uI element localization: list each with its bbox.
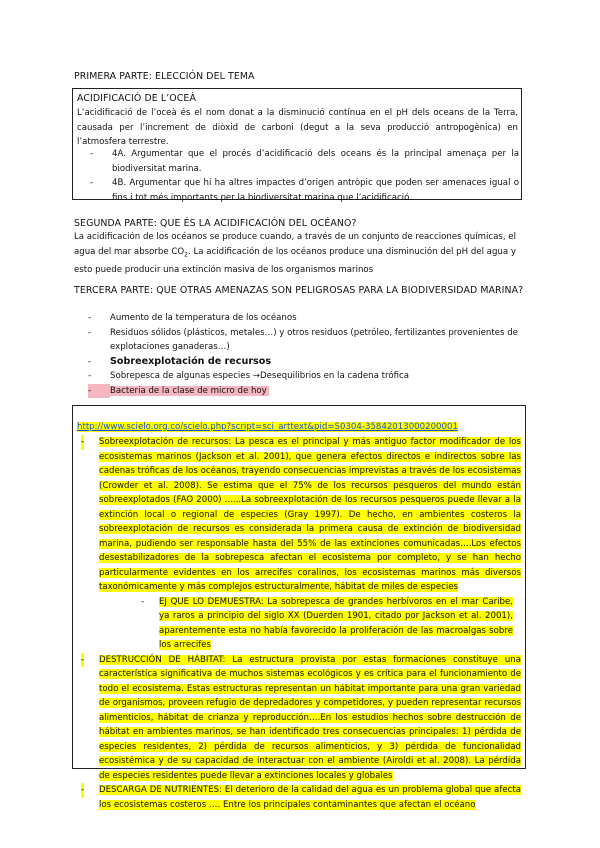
source-item-example: - EJ QUE LO DEMUESTRA: La sobrepesca de grandes herbívoros en el mar Caribe, ya raros a principio del siglo XX (Duerden 1901, citado por Jackson et al. 2001), aparentemente esta no había favorecido la proliferación de las macroalgas sobre los arrecifes [141,596,513,650]
box-text: L’acidificació de l’oceà és el nom donat a la disminució contínua en el pH dels oceans de la Terra, causada per l’increment de diòxid de carboni (degut a la seva producció antropogènica) en l’atmosfera terrestre. [77,108,518,147]
source-item-habitat: - DESTRUCCIÓN DE HÁBITAT: La estructura provista por estas formaciones constituye una característica significativa de muchos sistemas ecológicos y es crítica para el funcionamiento de todo el ecosistema. Estas estructuras representan un hábitat importante para una gran variedad de organismos, proveen refugio de depredadores y competidores, y pueden representar recursos alimenticios, hábitat de crianza y reproducción….En los estudios hechos sobre destrucción de hábitat en ambientes marinos, se han identificado tres consecuencias principales: 1) pérdida de especies residentes, 2) pérdida de recursos alimenticios, y 3) pérdida de funcionalidad ecosistémica y de su capacidad de interactuar con el ambiente (Airoldi et al. 2008). La pérdida de especies residentes puede llevar a extinciones locales y globales [81,654,521,781]
source-item-nutrients: - DESCARGA DE NUTRIENTES: El deterioro de la calidad del agua es un problema global que afecta los ecosistemas costeros …. Entre los principales contaminantes que afectan el océano [81,785,521,810]
topic-option-4a: - 4A. Argumentar que el procés d’acidificació dels oceans és la principal amenaça per la biodiversitat marina. [90,149,519,174]
threats-list [88,311,520,398]
sources-box [72,405,526,810]
topic-option-4b: - 4B. Argumentar que hi ha altres impactes d’origen antròpic que poden ser amenaces igual o fins i tot més importants per la biodiversitat marina que l’acidificació. [90,178,519,203]
threat-item: - Residuos sólidos (plásticos, metales…) y otros residuos (petróleo, fertilizantes provenientes de explotaciones ganaderas…) [88,327,518,352]
threat-item-bold: - Sobreexplotación de recursos [88,355,272,367]
part3-heading: TERCERA PARTE: QUE OTRAS AMENAZAS SON PELIGROSAS PARA LA BIODIVERSIDAD MARINA? [74,285,524,296]
threat-item: - Sobrepesca de algunas especies →Desequilibrios en la cadena trófica [88,371,409,381]
threat-item-highlight: - Bacteria de la clase de micro de hoy [110,384,520,399]
source-item-overexploitation: - Sobreexplotación de recursos: La pesca es el principal y más antiguo factor modificador de los ecosistemas marinos (Jackson et al. 2001), que genera efectos directos e indirectos sobre las cadenas tróficas de los océanos, trayendo consecuencias imprevistas a través de los ecosistemas (Crowder et al. 2008). Se estima que el 75% de los recursos pesqueros del mundo están sobreexplotados (FAO 2000) ......La sobreexplotación de los recursos pesqueros puede llevar a la extinción local o regional de especies (Gray 1997). De hecho, en ambientes costeros la sobreexplotación de recursos es considerada la primera causa de extinción de biodiversidad marina, pudiendo ser responsable hasta del 55% de las extinciones comunicadas….Los efectos desestabilizadores de la sobrepesca afectan el ecosistema por completo, y se han hecho particularmente evidentes en los arrecifes coralinos, los ecosistemas marinos más diversos taxonómicamente y más complejos estructuralmente, hábitat de miles de especies [81,437,521,592]
part2-text: La acidificación de los océanos se produce cuando, a través de un conjunto de reacciones químicas, el agua del mar absorbe $CO_2$. La acidificación de los océanos produce una disminución del pH del agua y esto puede producir una extinción masiva de los organismos marinos [74,232,516,275]
topic-options [90,147,519,205]
sources-content [81,435,521,812]
part1-heading: PRIMERA PARTE: ELECCIÓN DEL TEMA [74,71,255,82]
topic-box [72,88,522,203]
bullet-dash: - [90,178,94,188]
part2-heading: SEGUNDA PARTE: QUE ÉS LA ACIDIFICACIÓN DEL OCÉANO? [74,218,357,229]
box-title: ACIDIFICACIÓ DE L’OCEÀ [77,93,196,104]
threat-item: - Aumento de la temperatura de los océanos [88,313,297,323]
source-link[interactable]: http://www.scielo.org.co/scielo.php?script=sci_arttext&pid=S0304-35842013000200001 [77,422,458,432]
bullet-dash: - [90,149,94,159]
